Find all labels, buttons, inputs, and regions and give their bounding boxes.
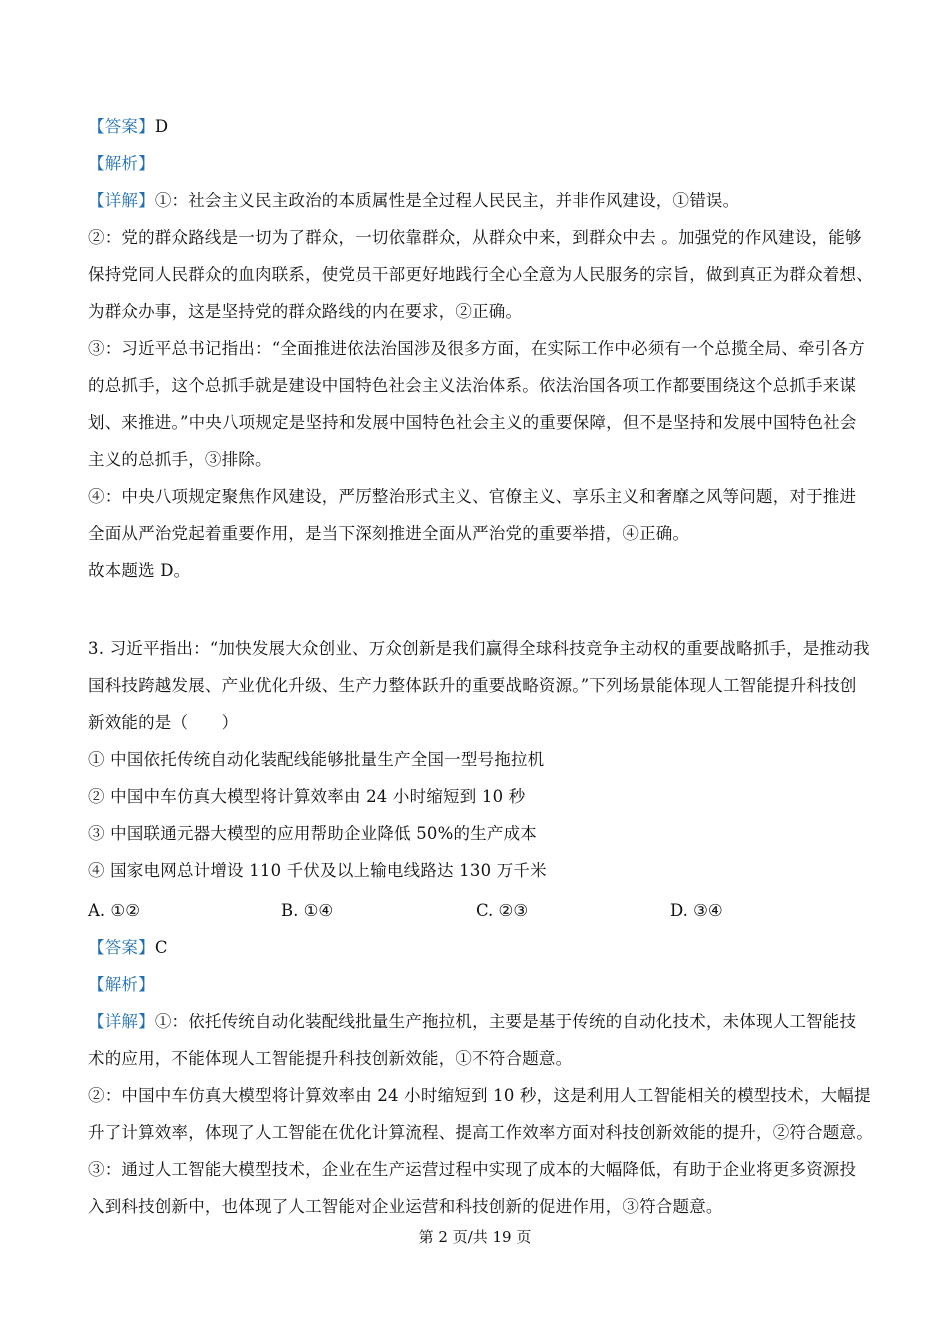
- detail-tag: 【详解】: [88, 1012, 155, 1031]
- detail-text: ③：习近平总书记指出：“全面推进依法治国涉及很多方面，在实际工作中必须有一个总揽全局、牵引各方: [88, 339, 865, 358]
- question-stem: 3. 习近平指出：“加快发展大众创业、万众创新是我们赢得全球科技竞争主动权的重要战略抓手，是推动我: [88, 639, 870, 658]
- detail-line: [88, 189, 878, 213]
- question-item: ④ 国家电网总计增设 110 千伏及以上输电线路达 130 万千米: [88, 861, 547, 880]
- option-d: D. ③④: [670, 901, 723, 920]
- answer-value: C: [154, 938, 168, 957]
- answer-line: [88, 115, 878, 139]
- detail-text: 保持党同人民群众的血肉联系，使党员干部更好地践行全心全意为人民服务的宗旨，做到真正为群众着想、: [88, 265, 873, 284]
- answer-line: [88, 936, 878, 960]
- option-c: C. ②③: [476, 901, 529, 920]
- question-stem: 新效能的是（ ）: [88, 713, 239, 732]
- option-a: A. ①②: [88, 901, 140, 920]
- detail-text: 划、来推进。”中央八项规定是坚持和发展中国特色社会主义的重要保障，但不是坚持和发展中国特色社会: [88, 413, 857, 432]
- detail-text: ③：通过人工智能大模型技术，企业在生产运营过程中实现了成本的大幅降低，有助于企业将更多资源投: [88, 1160, 857, 1179]
- answer-value: D: [154, 117, 169, 136]
- option-b: B. ①④: [281, 901, 334, 920]
- detail-text: 术的应用，不能体现人工智能提升科技创新效能，①不符合题意。: [88, 1049, 573, 1068]
- answer-options: [88, 899, 878, 925]
- answer-tag: 【答案】: [88, 117, 155, 136]
- detail-text: ②：党的群众路线是一切为了群众，一切依靠群众，从群众中来，到群众中去 。加强党的作风建设，能够: [88, 228, 862, 247]
- question-item: ① 中国依托传统自动化装配线能够批量生产全国一型号拖拉机: [88, 750, 545, 769]
- page-number: 第 2 页/共 19 页: [418, 1228, 532, 1246]
- detail-text: 的总抓手，这个总抓手就是建设中国特色社会主义法治体系。依法治国各项工作都要围绕这个总抓手来谋: [88, 376, 857, 395]
- analysis-heading: [88, 152, 878, 176]
- answer-tag: 【答案】: [88, 938, 155, 957]
- detail-text: 入到科技创新中，也体现了人工智能对企业运营和科技创新的促进作用，③符合题意。: [88, 1197, 723, 1216]
- conclusion-text: 故本题选 D。: [88, 561, 191, 580]
- analysis-tag: 【解析】: [88, 975, 155, 994]
- detail-text: ①：依托传统自动化装配线批量生产拖拉机，主要是基于传统的自动化技术，未体现人工智能技: [154, 1012, 857, 1031]
- detail-text: 主义的总抓手，③排除。: [88, 450, 272, 469]
- analysis-heading: [88, 973, 878, 997]
- question-item: ③ 中国联通元器大模型的应用帮助企业降低 50%的生产成本: [88, 824, 537, 843]
- analysis-tag: 【解析】: [88, 154, 155, 173]
- detail-text: ①：社会主义民主政治的本质属性是全过程人民民主，并非作风建设，①错误。: [154, 191, 740, 210]
- detail-text: 全面从严治党起着重要作用，是当下深刻推进全面从严治党的重要举措，④正确。: [88, 524, 690, 543]
- question-item: ② 中国中车仿真大模型将计算效率由 24 小时缩短到 10 秒: [88, 787, 526, 806]
- detail-text: 为群众办事，这是坚持党的群众路线的内在要求，②正确。: [88, 302, 523, 321]
- detail-text: ④：中央八项规定聚焦作风建设，严厉整治形式主义、官僚主义、享乐主义和奢靡之风等问题，对于推进: [88, 487, 857, 506]
- detail-line: [88, 1010, 878, 1034]
- detail-text: ②：中国中车仿真大模型将计算效率由 24 小时缩短到 10 秒，这是利用人工智能相关的模型技术，大幅提: [88, 1086, 871, 1105]
- detail-tag: 【详解】: [88, 191, 155, 210]
- detail-text: 升了计算效率，体现了人工智能在优化计算流程、提高工作效率方面对科技创新效能的提升，②符合题意。: [88, 1123, 873, 1142]
- question-stem: 国科技跨越发展、产业优化升级、生产力整体跃升的重要战略资源。”下列场景能体现人工智能提升科技创: [88, 676, 857, 695]
